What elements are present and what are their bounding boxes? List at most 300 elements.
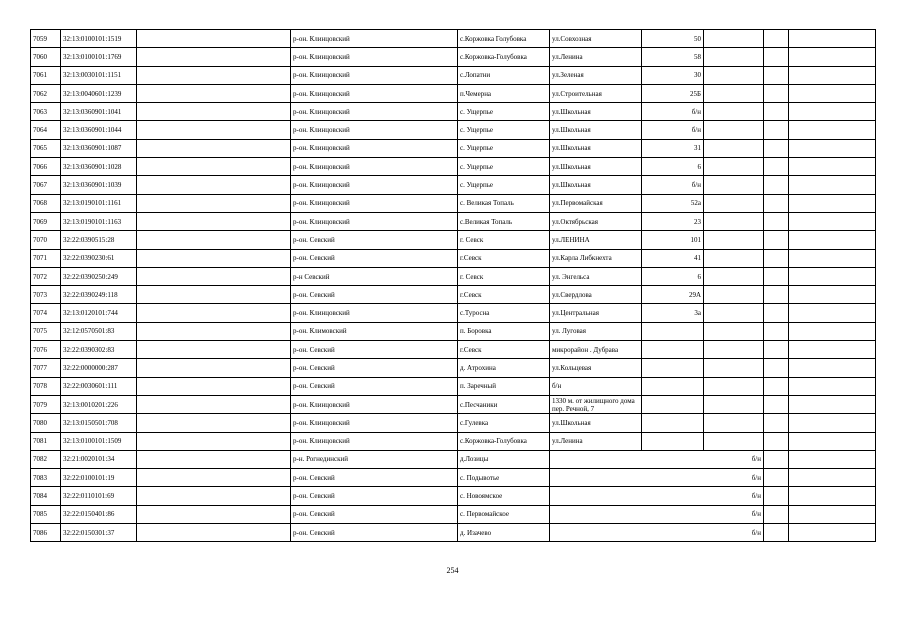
- table-row: [31, 487, 876, 505]
- blank-cell: [137, 359, 291, 377]
- blank-cell: [764, 176, 789, 194]
- row-number-cell: 7069: [31, 212, 61, 230]
- house-cell: [704, 194, 764, 212]
- blank-cell: [789, 121, 876, 139]
- blank-cell: [789, 48, 876, 66]
- row-number-cell: 7061: [31, 66, 61, 84]
- district-cell: р-он. Севский: [291, 505, 458, 523]
- blank-cell: [764, 286, 789, 304]
- blank-cell: [789, 487, 876, 505]
- blank-cell: [764, 304, 789, 322]
- locality-cell: с. Великая Топаль: [458, 194, 550, 212]
- district-cell: р-он. Клинцовский: [291, 48, 458, 66]
- locality-cell: с.Туросна: [458, 304, 550, 322]
- row-number-cell: 7076: [31, 341, 61, 359]
- house-number-cell: б/н: [642, 121, 704, 139]
- table-row: [31, 121, 876, 139]
- blank-cell: [764, 469, 789, 487]
- house-cell: [704, 377, 764, 395]
- cadastral-number-cell: 32:13:0010201:226: [61, 395, 137, 413]
- blank-cell: [137, 322, 291, 340]
- row-number-cell: 7080: [31, 414, 61, 432]
- locality-cell: г.Севск: [458, 341, 550, 359]
- blank-cell: [789, 432, 876, 450]
- house-cell: б/н: [550, 450, 764, 468]
- house-cell: [704, 176, 764, 194]
- district-cell: р-н Севский: [291, 267, 458, 285]
- house-number-cell: 30: [642, 66, 704, 84]
- table-row: [31, 139, 876, 157]
- table-row: [31, 194, 876, 212]
- blank-cell: [137, 377, 291, 395]
- blank-cell: [789, 158, 876, 176]
- blank-cell: [789, 304, 876, 322]
- house-number-cell: б/н: [642, 176, 704, 194]
- street-cell: ул.Совхозная: [550, 30, 642, 48]
- house-cell: [704, 414, 764, 432]
- row-number-cell: 7062: [31, 84, 61, 102]
- house-number-cell: 58: [642, 48, 704, 66]
- house-number-cell: [642, 322, 704, 340]
- table-row: [31, 267, 876, 285]
- row-number-cell: 7066: [31, 158, 61, 176]
- cadastral-number-cell: 32:22:0100101:19: [61, 469, 137, 487]
- house-number-cell: 25Б: [642, 84, 704, 102]
- house-cell: [704, 249, 764, 267]
- table-row: [31, 395, 876, 413]
- street-cell: ул.Школьная: [550, 121, 642, 139]
- locality-cell: с.Гулевка: [458, 414, 550, 432]
- blank-cell: [764, 30, 789, 48]
- house-number-cell: 29А: [642, 286, 704, 304]
- table-row: [31, 359, 876, 377]
- blank-cell: [137, 286, 291, 304]
- blank-cell: [764, 341, 789, 359]
- street-cell: ул.Школьная: [550, 176, 642, 194]
- house-cell: б/н: [550, 505, 764, 523]
- blank-cell: [789, 322, 876, 340]
- cadastral-number-cell: 32:22:0390250:249: [61, 267, 137, 285]
- blank-cell: [137, 450, 291, 468]
- locality-cell: с. Ущерпье: [458, 176, 550, 194]
- locality-cell: п. Боровка: [458, 322, 550, 340]
- house-cell: [704, 121, 764, 139]
- district-cell: р-он. Клинцовский: [291, 30, 458, 48]
- blank-cell: [764, 249, 789, 267]
- blank-cell: [137, 267, 291, 285]
- cadastral-number-cell: 32:13:0190101:1163: [61, 212, 137, 230]
- row-number-cell: 7059: [31, 30, 61, 48]
- blank-cell: [789, 341, 876, 359]
- cadastral-number-cell: 32:13:0360901:1041: [61, 103, 137, 121]
- blank-cell: [137, 194, 291, 212]
- house-cell: [704, 359, 764, 377]
- table-row: [31, 341, 876, 359]
- cadastral-number-cell: 32:13:0360901:1039: [61, 176, 137, 194]
- locality-cell: д. Изачево: [458, 524, 550, 542]
- district-cell: р-он. Клинцовский: [291, 304, 458, 322]
- house-cell: [704, 341, 764, 359]
- table-row: [31, 48, 876, 66]
- locality-cell: п. Заречный: [458, 377, 550, 395]
- cadastral-number-cell: 32:22:0030601:111: [61, 377, 137, 395]
- district-cell: р-он. Клинцовский: [291, 432, 458, 450]
- district-cell: р-он. Климовский: [291, 322, 458, 340]
- house-cell: [704, 286, 764, 304]
- blank-cell: [137, 395, 291, 413]
- blank-cell: [764, 322, 789, 340]
- district-cell: р-он. Севский: [291, 249, 458, 267]
- district-cell: р-н. Рогнединский: [291, 450, 458, 468]
- house-number-cell: [642, 432, 704, 450]
- district-cell: р-он. Клинцовский: [291, 158, 458, 176]
- street-cell: 1330 м. от жилищного дома пер. Речной, 7: [550, 395, 642, 413]
- locality-cell: п.Чемерна: [458, 84, 550, 102]
- locality-cell: г. Севск: [458, 267, 550, 285]
- row-number-cell: 7085: [31, 505, 61, 523]
- street-cell: ул. Энгельса: [550, 267, 642, 285]
- row-number-cell: 7074: [31, 304, 61, 322]
- district-cell: р-он. Клинцовский: [291, 194, 458, 212]
- blank-cell: [789, 66, 876, 84]
- cadastral-number-cell: 32:13:0360901:1044: [61, 121, 137, 139]
- blank-cell: [764, 121, 789, 139]
- house-number-cell: [642, 395, 704, 413]
- street-cell: ул.Школьная: [550, 414, 642, 432]
- table-row: [31, 249, 876, 267]
- house-cell: [704, 267, 764, 285]
- cadastral-number-cell: 32:22:0390302:83: [61, 341, 137, 359]
- table-row: [31, 84, 876, 102]
- street-cell: ул.Октябрьская: [550, 212, 642, 230]
- table-row: [31, 432, 876, 450]
- blank-cell: [764, 487, 789, 505]
- house-number-cell: 52а: [642, 194, 704, 212]
- cadastral-number-cell: 32:22:0150301:37: [61, 524, 137, 542]
- district-cell: р-он. Клинцовский: [291, 103, 458, 121]
- blank-cell: [789, 450, 876, 468]
- row-number-cell: 7068: [31, 194, 61, 212]
- blank-cell: [137, 84, 291, 102]
- blank-cell: [764, 450, 789, 468]
- table-row: [31, 304, 876, 322]
- locality-cell: с. Первомайское: [458, 505, 550, 523]
- blank-cell: [789, 139, 876, 157]
- row-number-cell: 7082: [31, 450, 61, 468]
- row-number-cell: 7073: [31, 286, 61, 304]
- locality-cell: с.Коржовка-Голубовка: [458, 48, 550, 66]
- locality-cell: с.Лопатни: [458, 66, 550, 84]
- house-cell: [704, 395, 764, 413]
- district-cell: р-он. Севский: [291, 231, 458, 249]
- cadastral-number-cell: 32:22:0390515:28: [61, 231, 137, 249]
- row-number-cell: 7070: [31, 231, 61, 249]
- blank-cell: [764, 103, 789, 121]
- street-cell: ул.Карла Либкнехта: [550, 249, 642, 267]
- blank-cell: [137, 524, 291, 542]
- cadastral-number-cell: 32:13:0100101:1769: [61, 48, 137, 66]
- district-cell: р-он. Клинцовский: [291, 139, 458, 157]
- row-number-cell: 7064: [31, 121, 61, 139]
- row-number-cell: 7079: [31, 395, 61, 413]
- street-cell: ул.Школьная: [550, 158, 642, 176]
- house-cell: [704, 212, 764, 230]
- district-cell: р-он. Клинцовский: [291, 66, 458, 84]
- register-table: [30, 29, 876, 542]
- row-number-cell: 7075: [31, 322, 61, 340]
- blank-cell: [764, 48, 789, 66]
- district-cell: р-он. Клинцовский: [291, 395, 458, 413]
- blank-cell: [789, 249, 876, 267]
- row-number-cell: 7081: [31, 432, 61, 450]
- blank-cell: [137, 139, 291, 157]
- district-cell: р-он. Клинцовский: [291, 212, 458, 230]
- street-cell: микрорайон . Дубрава: [550, 341, 642, 359]
- blank-cell: [137, 121, 291, 139]
- house-cell: [704, 304, 764, 322]
- blank-cell: [137, 304, 291, 322]
- blank-cell: [764, 267, 789, 285]
- blank-cell: [789, 176, 876, 194]
- table-row: [31, 377, 876, 395]
- table-row: [31, 103, 876, 121]
- blank-cell: [789, 286, 876, 304]
- locality-cell: г. Севск: [458, 231, 550, 249]
- street-cell: ул.Зеленая: [550, 66, 642, 84]
- row-number-cell: 7071: [31, 249, 61, 267]
- cadastral-number-cell: 32:22:0150401:86: [61, 505, 137, 523]
- blank-cell: [764, 395, 789, 413]
- blank-cell: [764, 377, 789, 395]
- table-body: [31, 30, 876, 542]
- cadastral-number-cell: 32:12:0570501:83: [61, 322, 137, 340]
- cadastral-number-cell: 32:22:0390230:61: [61, 249, 137, 267]
- blank-cell: [764, 359, 789, 377]
- locality-cell: г.Севск: [458, 286, 550, 304]
- row-number-cell: 7078: [31, 377, 61, 395]
- locality-cell: с. Подывотье: [458, 469, 550, 487]
- street-cell: ул.Кольцевая: [550, 359, 642, 377]
- blank-cell: [137, 158, 291, 176]
- blank-cell: [764, 139, 789, 157]
- cadastral-number-cell: 32:13:0030101:1151: [61, 66, 137, 84]
- blank-cell: [764, 414, 789, 432]
- blank-cell: [764, 505, 789, 523]
- table-row: [31, 505, 876, 523]
- row-number-cell: 7084: [31, 487, 61, 505]
- street-cell: ул.Школьная: [550, 139, 642, 157]
- row-number-cell: 7060: [31, 48, 61, 66]
- blank-cell: [764, 524, 789, 542]
- house-cell: [704, 158, 764, 176]
- district-cell: р-он. Севский: [291, 359, 458, 377]
- row-number-cell: 7063: [31, 103, 61, 121]
- cadastral-number-cell: 32:21:0020101:34: [61, 450, 137, 468]
- blank-cell: [137, 212, 291, 230]
- district-cell: р-он. Севский: [291, 377, 458, 395]
- house-number-cell: [642, 359, 704, 377]
- house-number-cell: [642, 414, 704, 432]
- cadastral-number-cell: 32:13:0120101:744: [61, 304, 137, 322]
- district-cell: р-он. Севский: [291, 487, 458, 505]
- blank-cell: [137, 249, 291, 267]
- district-cell: р-он. Клинцовский: [291, 121, 458, 139]
- street-cell: б/н: [550, 377, 642, 395]
- blank-cell: [764, 231, 789, 249]
- cadastral-number-cell: 32:13:0100101:1509: [61, 432, 137, 450]
- house-cell: [704, 84, 764, 102]
- blank-cell: [789, 414, 876, 432]
- blank-cell: [789, 84, 876, 102]
- street-cell: ул.Центральная: [550, 304, 642, 322]
- table-row: [31, 66, 876, 84]
- blank-cell: [789, 194, 876, 212]
- street-cell: ул.Ленина: [550, 432, 642, 450]
- house-number-cell: 31: [642, 139, 704, 157]
- house-cell: [704, 30, 764, 48]
- table-row: [31, 176, 876, 194]
- house-number-cell: 6: [642, 158, 704, 176]
- district-cell: р-он. Клинцовский: [291, 84, 458, 102]
- blank-cell: [764, 432, 789, 450]
- locality-cell: г.Севск: [458, 249, 550, 267]
- locality-cell: с.Великая Топаль: [458, 212, 550, 230]
- locality-cell: с.Песчаники: [458, 395, 550, 413]
- blank-cell: [789, 212, 876, 230]
- blank-cell: [137, 176, 291, 194]
- house-number-cell: 23: [642, 212, 704, 230]
- street-cell: ул.ЛЕНИНА: [550, 231, 642, 249]
- blank-cell: [137, 66, 291, 84]
- page-number: 254: [446, 566, 459, 575]
- house-cell: [704, 322, 764, 340]
- cadastral-number-cell: 32:13:0100101:1519: [61, 30, 137, 48]
- street-cell: ул.Свердлова: [550, 286, 642, 304]
- district-cell: р-он. Севский: [291, 286, 458, 304]
- table-row: [31, 30, 876, 48]
- cadastral-number-cell: 32:13:0040601:1239: [61, 84, 137, 102]
- house-cell: [704, 48, 764, 66]
- locality-cell: д.Лозицы: [458, 450, 550, 468]
- district-cell: р-он. Севский: [291, 341, 458, 359]
- house-cell: [704, 432, 764, 450]
- blank-cell: [137, 432, 291, 450]
- house-cell: [704, 139, 764, 157]
- locality-cell: с. Ущерпье: [458, 139, 550, 157]
- street-cell: ул.Строительная: [550, 84, 642, 102]
- blank-cell: [137, 414, 291, 432]
- blank-cell: [137, 341, 291, 359]
- table-row: [31, 524, 876, 542]
- cadastral-number-cell: 32:13:0360901:1028: [61, 158, 137, 176]
- cadastral-number-cell: 32:22:0110101:69: [61, 487, 137, 505]
- blank-cell: [789, 395, 876, 413]
- locality-cell: д. Атрохина: [458, 359, 550, 377]
- blank-cell: [789, 231, 876, 249]
- locality-cell: с. Ущерпье: [458, 103, 550, 121]
- house-cell: [704, 231, 764, 249]
- street-cell: ул.Первомайская: [550, 194, 642, 212]
- street-cell: ул.Ленина: [550, 48, 642, 66]
- row-number-cell: 7077: [31, 359, 61, 377]
- row-number-cell: 7072: [31, 267, 61, 285]
- blank-cell: [137, 487, 291, 505]
- house-cell: б/н: [550, 469, 764, 487]
- blank-cell: [137, 505, 291, 523]
- cadastral-number-cell: 32:13:0360901:1087: [61, 139, 137, 157]
- blank-cell: [764, 66, 789, 84]
- cadastral-number-cell: 32:22:0000000:287: [61, 359, 137, 377]
- row-number-cell: 7067: [31, 176, 61, 194]
- blank-cell: [789, 30, 876, 48]
- table-row: [31, 286, 876, 304]
- blank-cell: [789, 267, 876, 285]
- table-row: [31, 158, 876, 176]
- district-cell: р-он. Клинцовский: [291, 176, 458, 194]
- cadastral-number-cell: 32:13:0190101:1161: [61, 194, 137, 212]
- cadastral-number-cell: 32:22:0390249:118: [61, 286, 137, 304]
- table-row: [31, 212, 876, 230]
- blank-cell: [764, 158, 789, 176]
- house-cell: [704, 66, 764, 84]
- blank-cell: [789, 377, 876, 395]
- street-cell: ул. Луговая: [550, 322, 642, 340]
- table-row: [31, 322, 876, 340]
- blank-cell: [764, 212, 789, 230]
- blank-cell: [137, 48, 291, 66]
- blank-cell: [764, 194, 789, 212]
- house-number-cell: [642, 341, 704, 359]
- blank-cell: [789, 505, 876, 523]
- street-cell: ул.Школьная: [550, 103, 642, 121]
- blank-cell: [789, 469, 876, 487]
- blank-cell: [789, 359, 876, 377]
- blank-cell: [137, 469, 291, 487]
- blank-cell: [789, 524, 876, 542]
- blank-cell: [137, 231, 291, 249]
- house-cell: б/н: [550, 524, 764, 542]
- house-number-cell: 3а: [642, 304, 704, 322]
- house-number-cell: 101: [642, 231, 704, 249]
- house-cell: [704, 103, 764, 121]
- row-number-cell: 7083: [31, 469, 61, 487]
- blank-cell: [137, 103, 291, 121]
- locality-cell: с.Коржовка-Голубовка: [458, 432, 550, 450]
- table-row: [31, 469, 876, 487]
- locality-cell: с. Ущерпье: [458, 158, 550, 176]
- house-number-cell: б/н: [642, 103, 704, 121]
- blank-cell: [137, 30, 291, 48]
- house-number-cell: 41: [642, 249, 704, 267]
- row-number-cell: 7065: [31, 139, 61, 157]
- row-number-cell: 7086: [31, 524, 61, 542]
- district-cell: р-он. Клинцовский: [291, 414, 458, 432]
- house-number-cell: [642, 377, 704, 395]
- locality-cell: с.Коржовка Голубовка: [458, 30, 550, 48]
- blank-cell: [789, 103, 876, 121]
- house-cell: б/н: [550, 487, 764, 505]
- table-row: [31, 450, 876, 468]
- house-number-cell: 50: [642, 30, 704, 48]
- house-number-cell: 6: [642, 267, 704, 285]
- table-row: [31, 414, 876, 432]
- district-cell: р-он. Севский: [291, 469, 458, 487]
- locality-cell: с. Новоямское: [458, 487, 550, 505]
- cadastral-number-cell: 32:13:0150501:708: [61, 414, 137, 432]
- table-row: [31, 231, 876, 249]
- blank-cell: [764, 84, 789, 102]
- locality-cell: с. Ущерпье: [458, 121, 550, 139]
